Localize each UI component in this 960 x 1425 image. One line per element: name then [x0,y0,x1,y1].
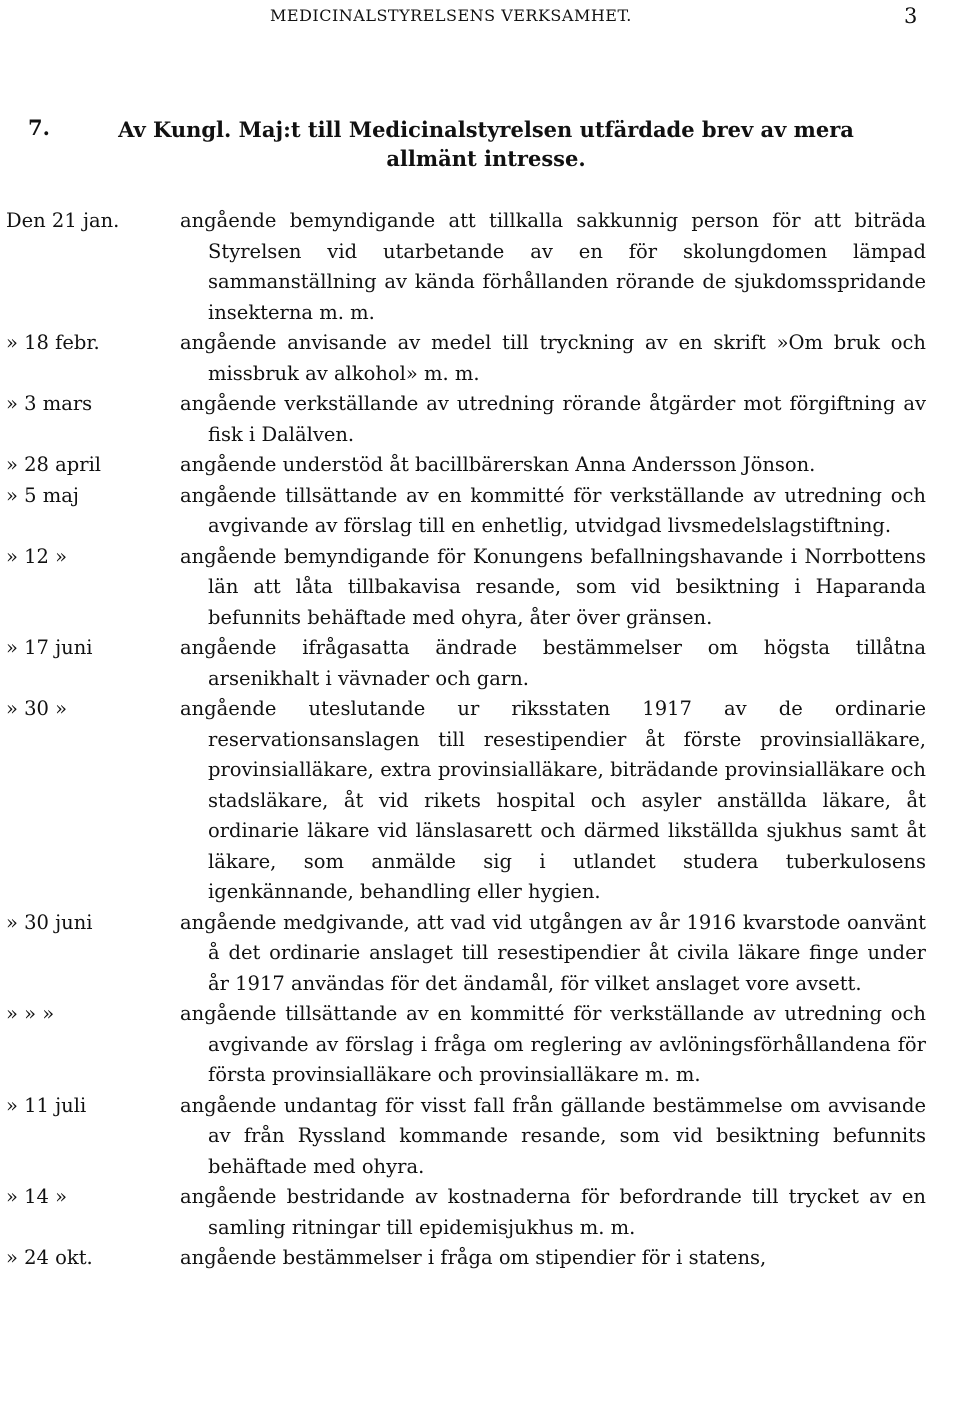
running-header: MEDICINALSTYRELSENS VERKSAMHET. [270,6,632,25]
letter-entry [0,328,960,389]
entry-text: angående bestämmelser i fråga om stipendier för i statens, [180,1246,767,1269]
letter-list [0,206,960,1274]
entry-text: angående medgivande, att vad vid utgången av år 1916 kvarstode oanvänt å det ordinarie anslaget till resestipendier åt civila läkare finge under år 1917 användas för det ändamål, för vilket anslaget vore avsett. [180,910,926,995]
entry-date: » 14 » [6,1185,68,1208]
letter-entry [0,999,960,1091]
letter-entry [0,450,960,481]
entry-date: » 28 april [6,453,102,476]
letter-entry [0,694,960,908]
entry-text: angående tillsättande av en kommitté för verkställande av utredning och avgivande av förslag till en enhetlig, utvidgad livsmedelslagstiftning. [180,483,926,537]
letter-entry [0,1182,960,1243]
entry-text: angående ifrågasatta ändrade bestämmelser om högsta tillåtna arsenikhalt i vävnader och garn. [180,636,926,690]
entry-date: » 5 maj [6,483,79,507]
entry-date: » 30 » [6,697,68,720]
entry-date: » 18 febr. [6,331,100,354]
entry-text: angående bestridande av kostnaderna för befordrande till trycket av en samling ritningar till epidemisjukhus m. m. [180,1185,926,1239]
letter-entry [0,1243,960,1274]
entry-date: » 17 juni [6,636,93,659]
letter-entry [0,908,960,1000]
letter-entry [0,481,960,542]
entry-text: angående bemyndigande för Konungens befallningshavande i Norrbottens län att låta tillbakavisa resande, som vid besiktning i Haparanda befunnits behäftade med ohyra, åter över gränsen. [180,544,926,629]
entry-date: » 3 mars [6,392,93,415]
entry-text: angående tillsättande av en kommitté för verkställande av utredning och avgivande av förslag i fråga om reglering av avlöningsförhållandena för första provinsialläkare och provinsialläkare m. m. [180,1002,926,1086]
entry-text: angående verkställande av utredning rörande åtgärder mot förgiftning av fisk i Dalälven. [180,392,926,446]
letter-entry [0,542,960,634]
letter-entry [0,1091,960,1183]
entry-text: angående undantag för visst fall från gällande bestämmelse om avvisande av från Ryssland kommande resande, som vid besiktning befunnits behäftade med ohyra. [180,1093,926,1178]
entry-text: angående uteslutande ur riksstaten 1917 av de ordinarie reservationsanslagen till resestipendier åt förste provinsialläkare, provinsialläkare, extra provinsialläkare, biträdande provinsialläkare och stadsläkare, åt vid rikets hospital och asyler anställda läkare, åt ordinarie läkare vid länslasarett och därmed likställda sjukhus samt åt läkare, som anmälde sig i utlandet studera tuberkulosens igenkännande, behandling eller hygien. [180,697,926,903]
entry-date: » 11 juli [6,1093,87,1117]
entry-date: » 24 okt. [6,1246,93,1269]
section-title: Av Kungl. Maj:t till Medicinalstyrelsen utfärdade brev av mera allmänt intresse. [118,117,854,171]
entry-text: angående anvisande av medel till tryckning av en skrift »Om bruk och missbruk av alkohol» m. m. [180,331,926,385]
entry-date: Den 21 jan. [6,209,120,232]
entry-text: angående bemyndigande att tillkalla sakkunnig person för att biträda Styrelsen vid utarbetande av en för skolungdomen lämpad sammanställning av kända förhållanden rörande de sjukdomsspridande insekterna m. m. [180,209,926,324]
entry-date: » 30 juni [6,910,93,934]
letter-entry [0,633,960,694]
section-number: 7. [28,115,50,140]
entry-date: » 12 » [6,544,68,568]
page-number: 3 [904,4,918,28]
letter-entry [0,206,960,328]
entry-date: » » » [6,1002,55,1025]
letter-entry [0,389,960,450]
entry-text: angående understöd åt bacillbärerskan Anna Andersson Jönson. [180,453,816,476]
